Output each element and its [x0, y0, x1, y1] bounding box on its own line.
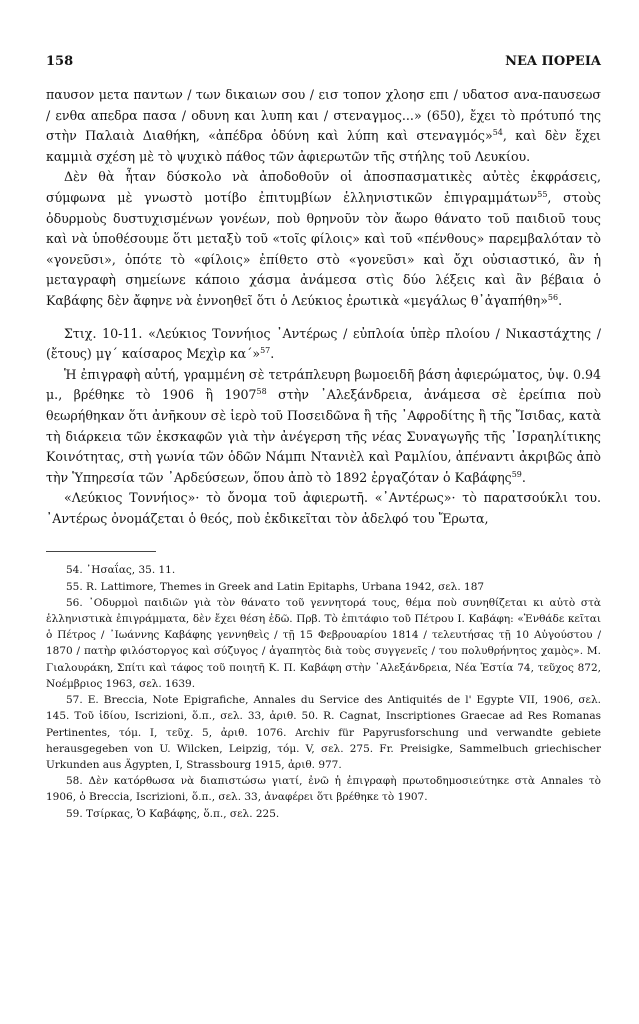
page-number: 158 [46, 54, 74, 69]
footnote-ref-57: 57 [260, 345, 271, 355]
footnote-57: 57. E. Breccia, Note Epigrafiche, Annales du Service des Antiquités de l' Egypte VII, 1906, σελ. 145. Τοῦ ἰδίου, Iscrizioni, ὅ.π., σελ. 33, ἀριθ. 50. R. Cagnat, Inscriptiones Graecae ad Res Romanas Pertinentes, τόμ. I, τεῦχ. 5, ἀριθ. 1076. Archiv für Papyrusforschung und verwandte gebiete herausgegeben von U. Wilcken, Leipzig, τόμ. V, σελ. 275. Fr. Preisigke, Sammelbuch griechischer Urkunden aus Ägypten, I, Strassbourg 1915, ἀριθ. 977. [46, 694, 601, 771]
footnote-ref-59: 59 [511, 469, 522, 479]
main-text [46, 85, 601, 529]
footnote-ref-55: 55 [537, 189, 548, 199]
page-header [46, 54, 601, 69]
footnote-59: 59. Τσίρκας, Ὁ Καβάφης, ὅ.π., σελ. 225. [66, 807, 280, 820]
footnote-55: 55. R. Lattimore, Themes in Greek and Latin Epitaphs, Urbana 1942, σελ. 187 [66, 580, 485, 593]
paragraph-3: Στιχ. 10-11. «Λεύκιος Τοννήιος ᾿Αντέρως / εὐπλοία ὑπὲρ πλοίου / Νικαστάχτης / (ἔτους) μγ´ καίσαρος Μεχὶρ κα´»$^{57}$. [46, 325, 601, 362]
footnote-56: 56. ᾿Οδυρμοὶ παιδιῶν γιὰ τὸν θάνατο τοῦ γεννητορά τους, θέμα ποὺ συνηθίζεται κι αὐτὸ στὰ ἑλληνιστικὰ ἐπιγράμματα, δὲν ἔχει θέση ἐδῶ. Πρβ. Τὸ ἐπιτάφιο τοῦ Πέτρου Ι. Καβάφη: «Ἐνθάδε κεῖται ὁ Πέτρος / ᾿Ιωάννης Καβάφης γεννηθεὶς / τῇ 15 Φεβρουαρίου 1814 / τελευτήσας τῇ 10 Αὐγούστου / 1870 / πατὴρ φιλόστοργος καὶ σύζυγος / ἀγαπητὸς διὰ τοὺς συγγενεῖς / του πολυθρήνητος χαμὸς». Μ. Γιαλουράκη, Σπίτι καὶ τάφος τοῦ ποιητῆ Κ. Π. Καβάφη στὴν ᾿Αλεξάνδρεια, Νέα Ἑστία 74, τεῦχος 872, Νοέμβριος 1963, σελ. 1639. [46, 596, 601, 690]
paragraph-5: «Λεύκιος Τοννήιος»· τὸ ὄνομα τοῦ ἀφιερωτῆ. «᾿Αντέρως»· τὸ παρατσούκλι του. ᾿Αντέρως ὀνομάζεται ὁ θεός, ποὺ ἐκδικεῖται τὸν ἀδελφό του Ἔρωτα, [46, 490, 601, 526]
footnote-ref-56: 56 [547, 292, 559, 302]
footnote-divider [46, 551, 156, 552]
footnote-ref-58: 58 [256, 387, 267, 397]
footnote-ref-54: 54 [492, 128, 503, 137]
paragraph-4: Ἡ ἐπιγραφὴ αὐτή, γραμμένη σὲ τετράπλευρη βωμοειδῆ βάση ἀφιερώματος, ὑψ. 0.94 μ., βρέθηκε τὸ 1906 ἢ 1907$^{58}$ στὴν ᾿Αλεξάνδρεια, ἀνάμεσα σὲ ἐρείπια ποὺ θεωρήθηκαν ὅτι ἀνῆκουν σὲ ἱερὸ τοῦ Ποσειδῶνα ἢ τῆς ᾿Αφροδίτης ἢ τῆς Ἴσιδας, κατὰ τὴ διάρκεια τῶν ἐκσκαφῶν γιὰ τὴν ἀνέγερση τῆς νέας Συναγωγῆς τῆς ᾿Ισραηλίτικης Κοινότητας, στὴ γωνία τῶν ὁδῶν Νάμπι Ντανιὲλ καὶ Ραμλίου, ἀπέναντι ἀκριβῶς ἀπὸ τὴν Ὑπηρεσία τῶν ᾿Αρδεύσεων, ὅπου ἀπὸ τὸ 1892 ἐργαζόταν ὁ Καβάφης$^{59}$. [46, 366, 601, 485]
footnotes [46, 562, 601, 821]
running-title: ΝΕΑ ΠΟΡΕΙΑ [505, 54, 601, 69]
footnote-54: 54. ᾿Ησαΐας, 35. 11. [66, 564, 176, 577]
paragraph-2: Δὲν θὰ ἦταν δύσκολο νὰ ἀποδοθοῦν οἱ ἀποσπασματικὲς αὐτὲς ἐκφράσεις, σύμφωνα μὲ γνωστὸ μοτίβο ἐπιτυμβίων ἑλληνιστικῶν ἐπιγραμμάτων$^{55}$, στοὺς ὀδυρμοὺς δυστυχισμένων γονέων, ποὺ θρηνοῦν τὸν ἄωρο θάνατο τοῦ παιδιοῦ τους καὶ νὰ ὑποθέσουμε ὅτι μεταξὺ τοῦ «τοῖς φίλοις» καὶ τοῦ «πένθους» παρεμβαλόταν τὸ «γονεῦσι», ὁπότε τὸ «φίλοις» ἐπίθετο στὸ «γονεῦσι» καὶ ὄχι οὐσιαστικό, ἂν ἡ μεταγραφὴ σημείωνε κάποιο χάσμα ἀνάμεσα στὶς δύο λέξεις καὶ ἂν βέβαια ὁ Καβάφης δὲν ἄφηνε νὰ ἐννοηθεῖ ὅτι ὁ Λεύκιος ἐρωτικὰ «μεγάλως θ᾿ἀγαπήθη»$^{56}$. [46, 169, 601, 308]
footnote-58: 58. Δὲν κατόρθωσα νὰ διαπιστώσω γιατί, ἐνῶ ἡ ἐπιγραφὴ πρωτοδημοσιεύτηκε στὰ Annales τὸ 1906, ὁ Breccia, Iscrizioni, ὅ.π., σελ. 33, ἀναφέρει ὅτι βρέθηκε τὸ 1907. [46, 775, 601, 804]
paragraph-1: παυσον μετα παντων / των δικαιων σου / εισ τοπον χλοησ επι / υδατοσ ανα-παυσεωσ / ενθα απεδρα πασα / οδυνη και λυπη και / στεναγμος...» (650), ἔχει τὸ πρότυπό της στὴν Παλαιὰ Διαθήκη, «ἀπέδρα ὀδύνη καὶ λύπη καὶ στεναγμός»$^{54}$, καὶ δὲν ἔχει καμμιὰ σχέση μὲ τὸ ψυχικὸ πάθος τῶν ἀφιερωτῶν τῆς στήλης τοῦ Λευκίου. [46, 87, 601, 164]
